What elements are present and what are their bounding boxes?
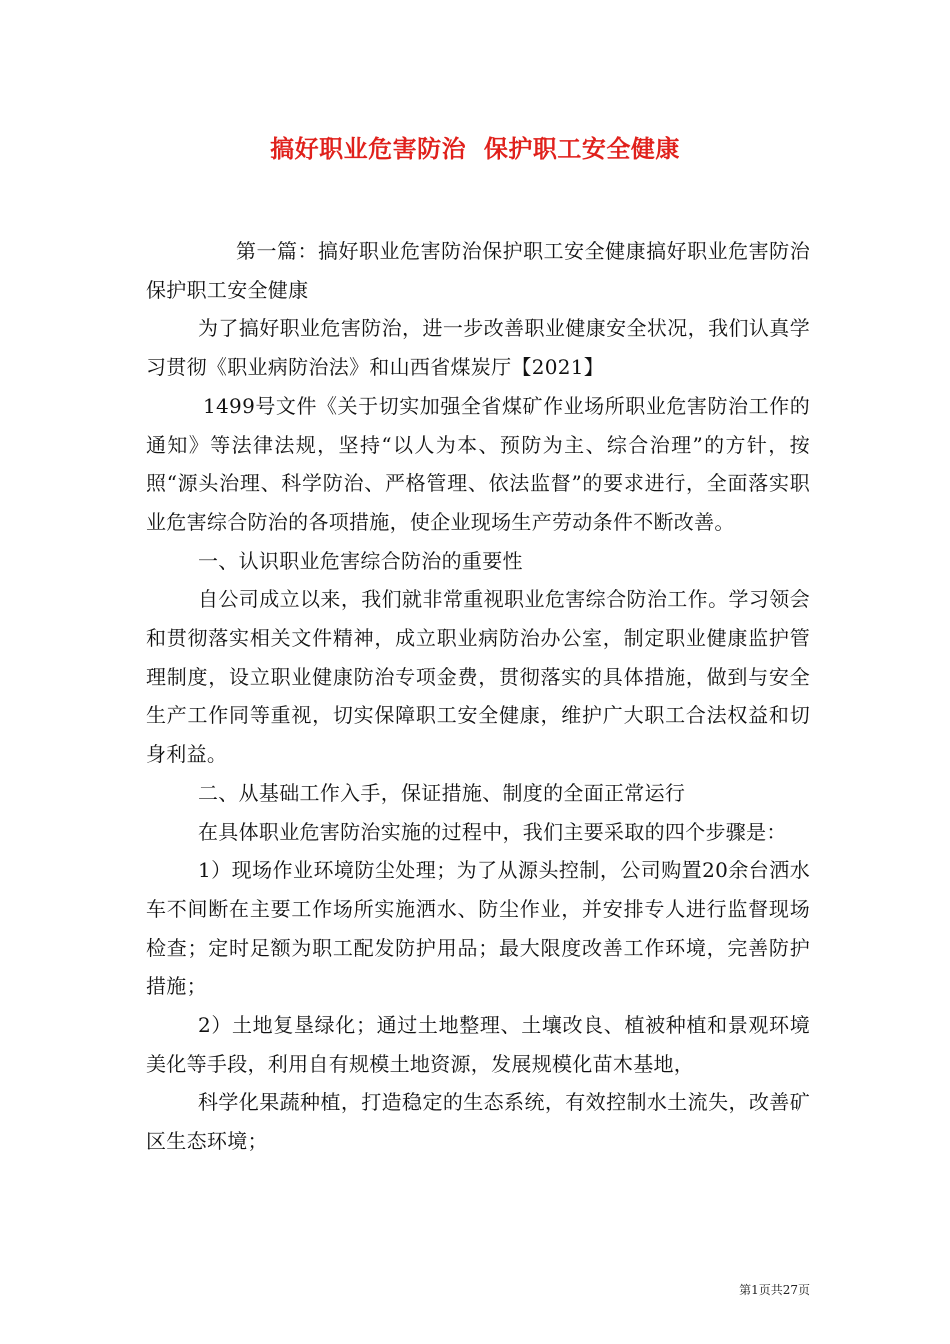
paragraph-steps-intro: 在具体职业危害防治实施的过程中，我们主要采取的四个步骤是： <box>198 819 787 844</box>
paragraph-step-2-continued: 科学化果蔬种植，打造稳定的生态系统，有效控制水土流失，改善矿区生态环境； <box>146 1090 810 1154</box>
document-title: 搞好职业危害防治 保护职工安全健康 <box>270 134 680 163</box>
page-number-footer: 第1页共27页 <box>739 1283 810 1297</box>
paragraph-intro: 第一篇：搞好职业危害防治保护职工安全健康搞好职业危害防治保护职工安全健康 <box>146 239 810 302</box>
paragraph-step-2: 2）土地复垦绿化；通过土地整理、土壤改良、植被种植和景观环境美化等手段，利用自有规模土地资源，发展规模化苗木基地， <box>146 1013 810 1076</box>
document-body <box>146 232 810 1161</box>
paragraph-document-reference: 1499号文件《关于切实加强全省煤矿作业场所职业危害防治工作的通知》等法律法规，坚持“以人为本、预防为主、综合治理”的方针，按照“源头治理、科学防治、严格管理、依法监督”的要求进行，全面落实职业危害综合防治的各项措施，使企业现场生产劳动条件不断改善。 <box>146 393 810 534</box>
paragraph-purpose: 为了搞好职业危害防治，进一步改善职业健康安全状况，我们认真学习贯彻《职业病防治法》和山西省煤炭厅【2021】 <box>146 316 810 380</box>
section-heading-1: 一、认识职业危害综合防治的重要性 <box>198 548 523 573</box>
paragraph-step-1: 1）现场作业环境防尘处理；为了从源头控制，公司购置20余台洒水车不间断在主要工作场所实施洒水、防尘作业，并安排专人进行监督现场检查；定时足额为职工配发防护用品；最大限度改善工作环境，完善防护措施； <box>146 858 810 999</box>
paragraph-section-1: 自公司成立以来，我们就非常重视职业危害综合防治工作。学习领会和贯彻落实相关文件精神，成立职业病防治办公室，制定职业健康监护管理制度，设立职业健康防治专项金费，贯彻落实的具体措施，做到与安全生产工作同等重视，切实保障职工安全健康，维护广大职工合法权益和切身利益。 <box>146 587 810 767</box>
section-heading-2: 二、从基础工作入手，保证措施、制度的全面正常运行 <box>198 780 686 805</box>
